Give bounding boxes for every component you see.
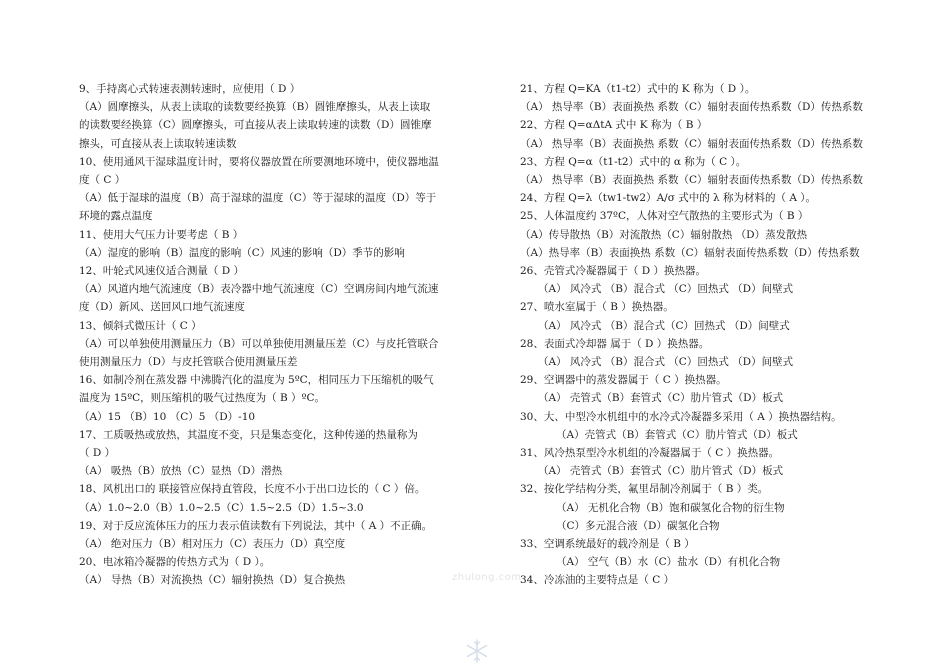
question-line: （A）湿度的影响（B）温度的影响（C）风速的影响（D）季节的影响 (79, 246, 405, 259)
question-line: 28、表面式冷却器 属于（ D ）换热器。 (520, 337, 710, 350)
question-line: 26、壳管式冷凝器属于（ D ）换热器。 (520, 265, 706, 278)
question-line: （A） 热导率（B）表面换热 系数（C）辐射表面传热系数（D）传热系数 (520, 174, 863, 187)
question-line: 31、风冷热泵型冷水机组的冷凝器属于（ C ）换热器。 (520, 447, 780, 460)
question-line: 环境的露点温度 (79, 210, 153, 223)
question-line: （A） 无机化合物（B）饱和碳氢化合物的衍生物 (556, 501, 785, 514)
question-line: （A） 壳管式（B）套管式（C）肋片管式（D）板式 (538, 465, 784, 478)
question-line: 温度为 15ºC，则压缩机的吸气过热度为（ B ）ºC。 (79, 392, 326, 405)
question-line: 度（D）新风、送回风口地气流速度 (79, 301, 245, 314)
question-line: （A）1.0~2.0（B）1.0~2.5（C）1.5~2.5（D）1.5~3.0 (79, 501, 364, 514)
question-line: 22、方程 Q=αΔtA 式中 K 称为（ B ） (520, 119, 708, 132)
question-line: （A） 风冷式 （B）混合式（C）回热式 （D）间壁式 (538, 319, 790, 332)
question-line: （A）壳管式（B）套管式（C）肋片管式（D）板式 (556, 428, 798, 441)
question-line: （A）可以单独使用测量压力（B）可以单独使用测量压差（C）与皮托管联合 (79, 337, 439, 350)
question-line: 13、倾斜式微压计（ C ） (79, 319, 202, 332)
question-line: 30、大、中型冷水机组中的水冷式冷凝器多采用（ A ）换热器结构。 (520, 410, 842, 423)
question-line: （A） 导热（B）对流换热（C）辐射换热（D）复合换热 (79, 574, 346, 587)
question-line: （A）风道内地气流速度（B）表冷器中地气流速度（C）空调房间内地气流速 (79, 283, 439, 296)
question-line: 19、对于反应流体压力的压力表示值读数有下列说法，其中（ A ）不正确。 (79, 519, 433, 532)
question-line: 11、使用大气压力计要考虑（ B ） (79, 228, 244, 241)
question-line: 18、风机出口的 联接管应保持直管段，长度不小于出口边长的（ C ）倍。 (79, 483, 426, 496)
left-question-column (79, 80, 459, 590)
question-line: （A） 空气（B）水（C）盐水（D）有机化合物 (556, 556, 781, 569)
question-line: 33、空调系统最好的载冷剂是（ B ） (520, 538, 695, 551)
question-line: （A）圆摩擦头，从表上读取的读数要经换算（B）圆锥摩擦头，从表上读取 (79, 101, 431, 114)
question-line: 34、冷冻油的主要特点是（ C ） (520, 574, 675, 587)
question-line: 32、按化学结构分类，氟里昂制冷剂属于（ B ）类。 (520, 483, 769, 496)
question-line: （A） 风冷式 （B）混合式 （C）回热式 （D）间壁式 (538, 283, 794, 296)
question-line: 25、人体温度约 37ºC，人体对空气散热的主要形式为（ B ） (520, 210, 809, 223)
question-line: 20、电冰箱冷凝器的传热方式为（ D ）。 (79, 556, 271, 569)
question-line: （A） 风冷式 （B）混合式 （C）回热式 （D）间壁式 (538, 356, 794, 369)
question-line: 17、工质吸热或放热，其温度不变，只是集态变化，这种传递的热量称为 (79, 428, 418, 441)
right-question-column (520, 80, 875, 590)
question-line: （A） 热导率（B）表面换热 系数（C）辐射表面传热系数（D）传热系数 (520, 101, 863, 114)
question-line: （A） 绝对压力（B）相对压力（C）表压力（D）真空度 (79, 538, 346, 551)
question-line: （A） 壳管式（B）套管式（C）肋片管式（D）板式 (538, 392, 784, 405)
question-line: 的读数要经换算（C）圆摩擦头，可直接从表上读取转速的读数（D）圆锥摩 (79, 119, 432, 132)
question-line: 27、喷水室属于（ B ）换热器。 (520, 301, 674, 314)
question-line: 度（ C ） (79, 174, 126, 187)
question-line: 24、方程 Q=λ（tw1-tw2）A/σ 式中的 λ 称为材料的（ A ）。 (520, 192, 817, 205)
question-line: （A） 热导率（B）表面换热 系数（C）辐射表面传热系数（D）传热系数 (520, 137, 863, 150)
question-line: 21、方程 Q=KA（t1-t2）式中的 K 称为（ D ）。 (520, 83, 756, 95)
question-line: 10、使用通风干湿球温度计时，要将仪器放置在所要测地环境中，使仪器地温 (79, 155, 439, 168)
question-line: （A） 吸热（B）放热（C）显热（D）潜热 (79, 465, 283, 478)
snowflake-icon (464, 638, 490, 664)
question-line: （A）低于湿球的温度（B）高于湿球的温度（C）等于湿球的温度（D）等于 (79, 192, 437, 205)
question-line: 擦头，可直接从表上读取转速读数 (79, 137, 237, 150)
question-line: 使用测量压力（D）与皮托管联合使用测量压差 (79, 356, 298, 369)
question-line: （A）热导率（B）表面换热 系数（C）辐射表面传热系数（D）传热系数 (520, 246, 860, 259)
question-line: 16、如制冷剂在蒸发器 中沸腾汽化的温度为 5ºC，相同压力下压缩机的吸气 (79, 374, 434, 387)
question-line: 12、叶轮式风速仪适合测量（ D ） (79, 265, 244, 278)
question-line: 9、手持离心式转速表测转速时，应使用（ D ） (79, 83, 301, 95)
question-line: 29、空调器中的蒸发器属于（ C ）换热器。 (520, 374, 727, 387)
question-line: （A）传导散热（B）对流散热（C）辐射散热 （D）蒸发散热 (520, 228, 808, 241)
question-line: （A）15 （B）10 （C）5 （D）-10 (79, 410, 256, 423)
question-line: （ D ） (79, 447, 116, 460)
question-line: 23、方程 Q=α（t1-t2）式中的 α 称为（ C ）。 (520, 155, 747, 168)
watermark: zhulong.com (452, 572, 522, 583)
question-line: （C）多元混合液（D）碳氢化合物 (556, 519, 720, 532)
